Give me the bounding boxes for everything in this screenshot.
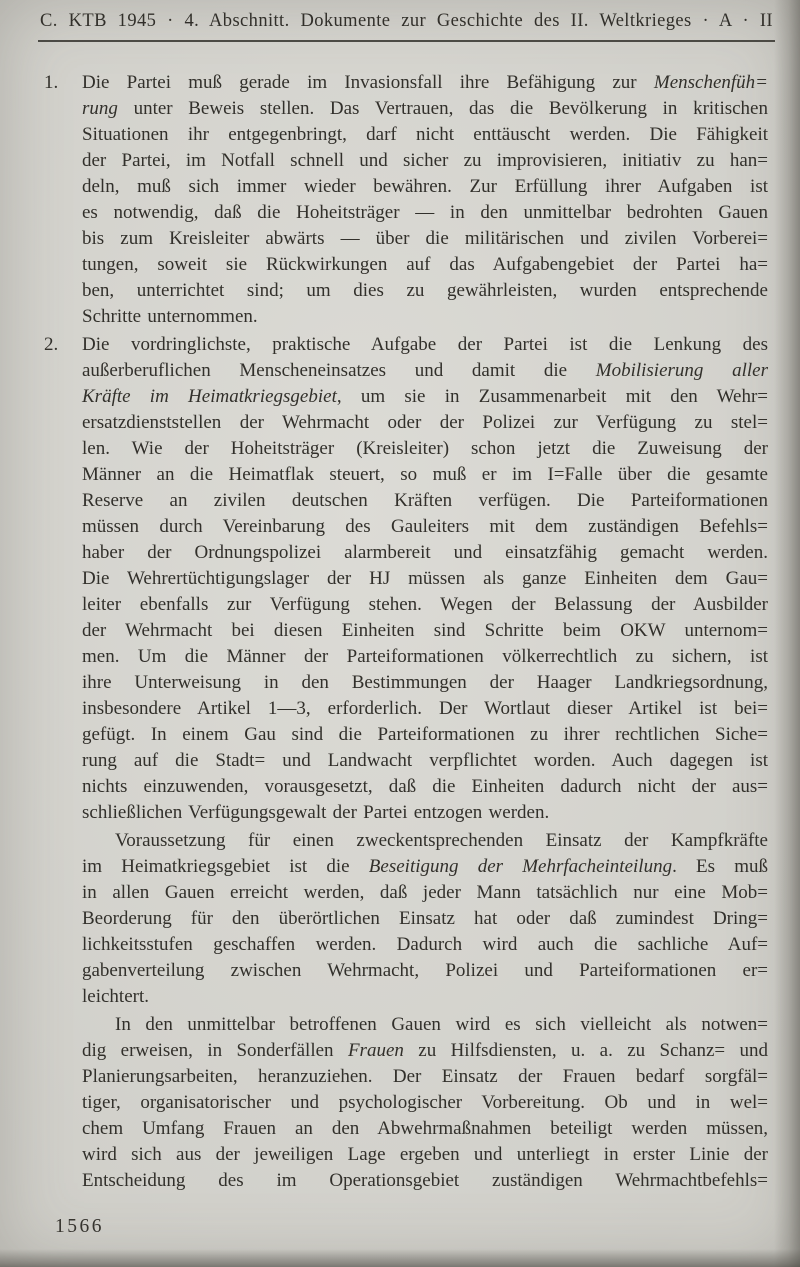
body-text-segment: schließlichen Verfügungsgewalt der Partei entzogen werden. [82,802,550,823]
text-line [82,226,768,252]
text-line [82,304,768,330]
text-line [82,906,768,932]
body-text-segment: deln, muß sich immer wieder bewähren. Zur Erfüllung ihrer Aufgaben ist [82,176,768,197]
text-line [82,828,768,854]
text-line [82,148,768,174]
body-text-segment: in allen Gauen erreicht werden, daß jeder Mann tatsächlich nur eine Mob= [82,882,768,903]
body-text-segment: Männer an die Heimatflak steuert, so muß er im I=Falle über die gesamte [82,464,768,485]
body-text-segment: Entscheidung des im Operationsgebiet zuständigen Wehrmachtbefehls= [82,1170,768,1191]
body-text-segment: Die vordringlichste, praktische Aufgabe der Partei ist die Lenkung des [82,334,768,355]
body-text-segment: gefügt. In einem Gau sind die Parteiformationen zu ihrer rechtlichen Siche= [82,724,768,745]
body-text-segment: außerberuflichen Menscheneinsatzes und damit die [82,360,596,381]
text-line [82,774,768,800]
paragraph [44,332,768,826]
body-text-segment: Situationen ihr entgegenbringt, darf nicht enttäuscht werden. Die Fähigkeit [82,124,768,145]
text-line [82,1142,768,1168]
body-text-segment: unter Beweis stellen. Das Vertrauen, das die Bevölkerung in kritischen [117,98,768,119]
body-text-segment: Beorderung für den überörtlichen Einsatz hat oder daß zumindest Dring= [82,908,768,929]
body-text-segment: ersatzdienststellen der Wehrmacht oder der Polizei zur Verfügung zu stel= [82,412,768,433]
body-text-segment: Reserve an zivilen deutschen Kräften verfügen. Die Parteiformationen [82,490,768,511]
body-text-segment: im Heimatkriegsgebiet ist die [82,856,369,877]
body-text-segment: bis zum Kreisleiter abwärts — über die militärischen und zivilen Vorberei= [82,228,768,249]
body-text-segment: leiter ebenfalls zur Verfügung stehen. Wegen der Belassung der Ausbilder [82,594,768,615]
text-line [82,410,768,436]
body-text-segment: In den unmittelbar betroffenen Gauen wird es sich vielleicht als notwen= [115,1014,768,1035]
header-rule [38,40,775,42]
body-text-segment: Voraussetzung für einen zweckentsprechenden Einsatz der Kampfkräfte [115,830,768,851]
text-line [82,174,768,200]
text-line [82,1012,768,1038]
body-text-segment: Die Wehrertüchtigungslager der HJ müssen als ganze Einheiten dem Gau= [82,568,768,589]
emphasized-text: Mobilisierung aller [595,360,768,381]
text-line [82,462,768,488]
body-text-segment: nichts einzuwenden, vorausgesetzt, daß die Einheiten dadurch nicht der aus= [82,776,768,797]
text-line [82,618,768,644]
body-text-segment: tungen, soweit sie Rückwirkungen auf das Aufgabengebiet der Partei ha= [82,254,768,275]
body-text-segment: Planierungsarbeiten, heranzuziehen. Der Einsatz der Frauen bedarf sorgfäl= [82,1066,768,1087]
text-line [82,800,768,826]
list-number: 2. [44,334,59,355]
paragraph [82,828,768,1010]
page-edge-shadow-bottom [0,1249,800,1267]
body-text-segment: men. Um die Männer der Parteiformationen völkerrechtlich zu sichern, ist [82,646,768,667]
body-text-segment: der Partei, im Notfall schnell und sicher zu improvisieren, initiativ zu han= [82,150,768,171]
text-line [82,932,768,958]
text-line [82,722,768,748]
body-text-segment: . Es muß [672,856,768,877]
body-text-segment: rung auf die Stadt= und Landwacht verpflichtet worden. Auch dagegen ist [82,750,768,771]
text-line [82,70,768,96]
emphasized-text: Frauen [347,1040,404,1061]
body-text-segment: der Wehrmacht bei diesen Einheiten sind Schritte beim OKW unternom= [82,620,768,641]
document-body [44,70,768,1196]
body-text-segment: Schritte unternommen. [82,306,258,327]
text-line [82,1064,768,1090]
text-line [82,748,768,774]
body-text-segment: lichkeitsstufen geschaffen werden. Dadurch wird auch die sachliche Auf= [82,934,768,955]
body-text-segment: tiger, organisatorischer und psychologischer Vorbereitung. Ob und in wel= [82,1092,768,1113]
list-number: 1. [44,72,59,93]
text-line [82,592,768,618]
text-line [82,566,768,592]
body-text-segment: müssen durch Vereinbarung des Gauleiters mit dem zuständigen Befehls= [82,516,768,537]
text-line [82,122,768,148]
paragraph [44,70,768,330]
text-line [82,278,768,304]
text-line [82,644,768,670]
body-text-segment: len. Wie der Hoheitsträger (Kreisleiter) schon jetzt die Zuweisung der [82,438,768,459]
text-line [82,488,768,514]
text-line [82,514,768,540]
text-line [82,880,768,906]
text-line [82,200,768,226]
text-line [82,384,768,410]
text-line [82,436,768,462]
text-line [82,358,768,384]
page-number: 1566 [55,1216,104,1237]
text-line [82,854,768,880]
text-line [82,540,768,566]
text-line [82,1090,768,1116]
text-line [82,332,768,358]
body-text-segment: , um sie in Zusammenarbeit mit den Wehr= [336,386,768,407]
body-text-segment: ben, unterrichtet sind; um dies zu gewährleisten, wurden entsprechende [82,280,768,301]
body-text-segment: leichtert. [82,986,149,1007]
body-text-segment: Die Partei muß gerade im Invasionsfall ihre Befähigung zur [82,72,654,93]
text-line [82,252,768,278]
emphasized-text: Menschenfüh= [653,72,768,93]
text-line [82,1168,768,1194]
body-text-segment: zu Hilfsdiensten, u. a. zu Schanz= und [403,1040,768,1061]
body-text-segment: gabenverteilung zwischen Wehrmacht, Polizei und Parteiformationen er= [82,960,768,981]
body-text-segment: haber der Ordnungspolizei alarmbereit und einsatzfähig gemacht werden. [82,542,768,563]
emphasized-text: rung [82,98,118,119]
body-text-segment: dig erweisen, in Sonderfällen [82,1040,348,1061]
emphasized-text: Kräfte im Heimatkriegsgebiet [82,386,337,407]
text-line [82,958,768,984]
running-header: C. KTB 1945 · 4. Abschnitt. Dokumente zur Geschichte des II. Weltkrieges · A · II [40,11,773,31]
body-text-segment: ihre Unterweisung in den Bestimmungen der Haager Landkriegsordnung, [82,672,768,693]
body-text-segment: insbesondere Artikel 1—3, erforderlich. Der Wortlaut dieser Artikel ist bei= [82,698,768,719]
page-edge-shadow-right [774,0,800,1267]
body-text-segment: chem Umfang Frauen an den Abwehrmaßnahmen beteiligt werden müssen, [82,1118,768,1139]
paragraph [82,1012,768,1194]
text-line [82,670,768,696]
text-line [82,1116,768,1142]
emphasized-text: Beseitigung der Mehrfacheinteilung [368,856,673,877]
text-line [82,1038,768,1064]
body-text-segment: wird sich aus der jeweiligen Lage ergeben und unterliegt in erster Linie der [82,1144,768,1165]
text-line [82,696,768,722]
body-text-segment: es notwendig, daß die Hoheitsträger — in den unmittelbar bedrohten Gauen [82,202,768,223]
text-line [82,96,768,122]
text-line [82,984,768,1010]
